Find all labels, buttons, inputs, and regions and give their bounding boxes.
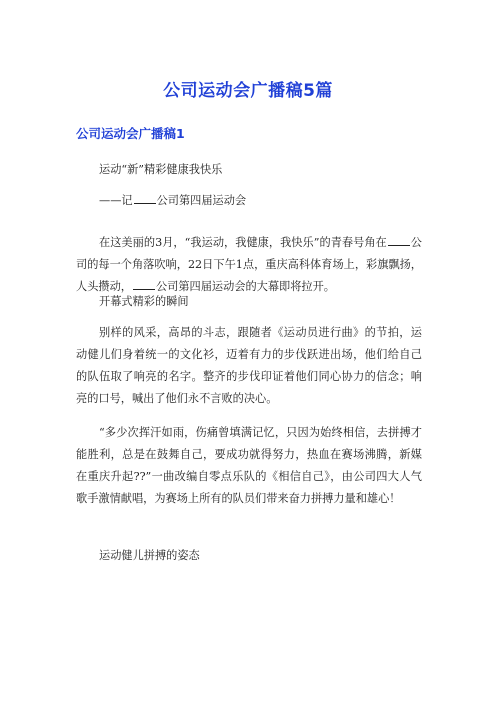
- blank-line: [133, 277, 155, 290]
- paragraph-subheading-opening: [76, 291, 422, 313]
- paragraph-subtitle: [76, 159, 422, 181]
- paragraph-subtitle-text: 运动“新”精彩健康我快乐: [99, 163, 223, 176]
- blank-line: [134, 191, 156, 204]
- paragraph-opening-description: [76, 322, 422, 410]
- paragraph-subheading-athletes: [76, 545, 422, 567]
- intro-text-1: 在这美丽的3月，“我运动，我健康，我快乐”的青春号角在: [99, 236, 387, 249]
- dedication-suffix: 公司第四届运动会: [156, 194, 247, 207]
- opening-description-text: 别样的风采，高昂的斗志，跟随者《运动员进行曲》的节拍，运动健儿们身着统一的文化衫，迈着有力的步伐跃进出场，他们给自己的队伍取了响亮的名字。整齐的步伐印证着他们同心协力的信念；响亮的口号，喊出了他们永不言败的决心。: [76, 326, 422, 405]
- intro-text-2: 公司的每一个角落吹响，22日下午1点，重庆高科体育场上，彩旗飘扬，人头攒动，: [76, 236, 422, 293]
- subheading-athletes-text: 运动健儿拼搏的姿态: [99, 549, 200, 562]
- song-lyrics-text: “多少次挥汗如雨，伤痛曾填满记忆，只因为始终相信，去拼搏才能胜利，总是在鼓舞自己，要成功就得努力，热血在赛场沸腾，新媒在重庆升起??”一曲改编自零点乐队的《相信自己》，由公司四大人气歌手激情献唱，为赛场上所有的队员们带来奋力拼搏力量和雄心！: [76, 426, 422, 505]
- paragraph-intro: [76, 232, 422, 298]
- subheading-opening-text: 开幕式精彩的瞬间: [99, 295, 189, 308]
- paragraph-dedication: [76, 190, 422, 212]
- intro-text-3: 公司第四届运动会的大幕即将拉开。: [155, 280, 335, 293]
- dedication-prefix: ——记: [99, 194, 133, 207]
- document-title: 公司运动会广播稿5篇: [163, 81, 333, 101]
- blank-line: [388, 233, 410, 246]
- section-heading: 公司运动会广播稿1: [76, 126, 185, 141]
- paragraph-song-lyrics: [76, 422, 422, 510]
